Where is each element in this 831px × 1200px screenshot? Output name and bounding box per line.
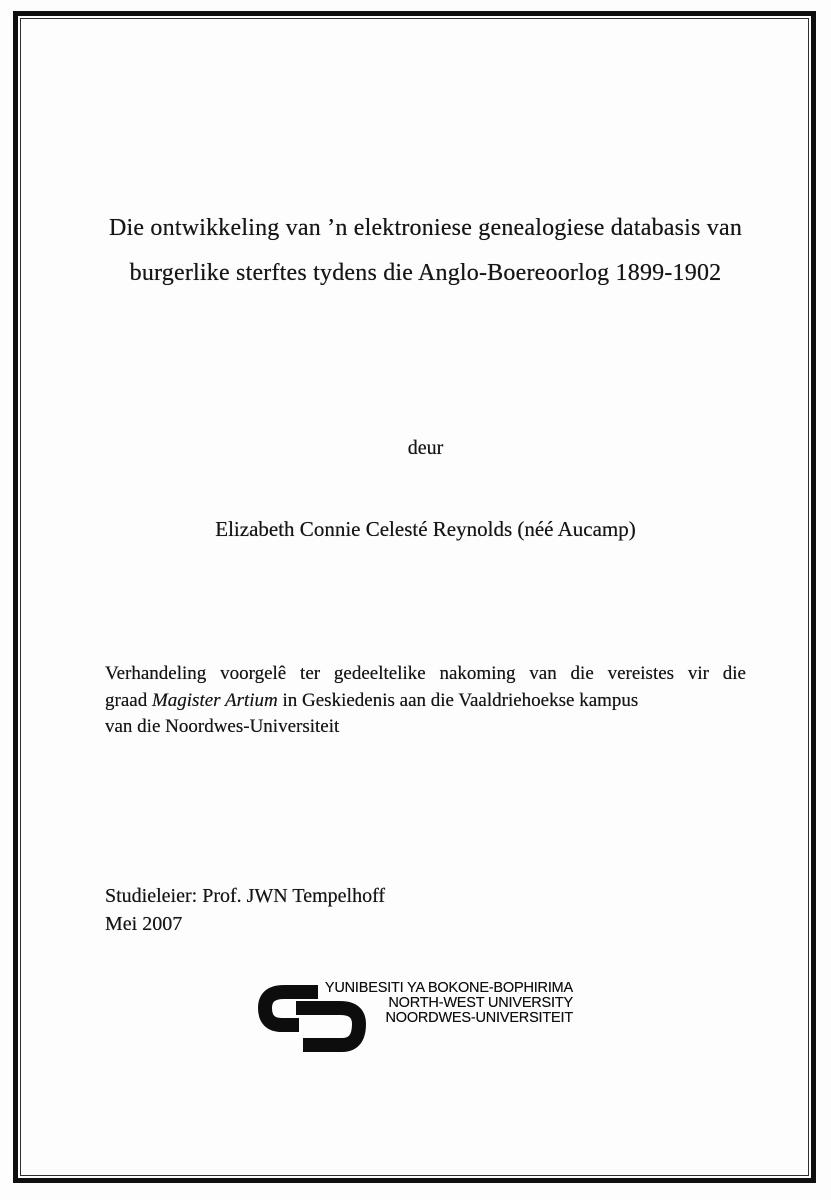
degree-name-italic: Magister Artium: [151, 689, 278, 711]
university-name-english: NORTH-WEST UNIVERSITY: [388, 994, 573, 1011]
university-name-afrikaans: NOORDWES-UNIVERSITEIT: [385, 1009, 573, 1026]
author-name: Elizabeth Connie Celesté Reynolds (néé Aucamp): [215, 517, 636, 541]
thesis-title-line-1: Die ontwikkeling van ’n elektroniese genealogiese databasis van: [108, 215, 743, 241]
imprint: [105, 883, 605, 938]
date-line: Mei 2007: [105, 912, 183, 935]
thesis-title: [105, 206, 746, 296]
degree-statement-line-2: [105, 688, 746, 715]
supervisor-line: Studieleier: Prof. JWN Tempelhoff: [105, 885, 386, 907]
byline-preposition: deur: [407, 437, 444, 459]
university-name-setswana: YUNIBESITI YA BOKONE-BOPHIRIMA: [324, 980, 573, 996]
degree-statement-line-1: Verhandeling voorgelê ter gedeeltelike nakoming van die vereistes vir die: [105, 663, 746, 684]
thesis-title-line-2: burgerlike sterftes tydens die Anglo-Boereoorlog 1899-1902: [129, 260, 722, 286]
degree-statement-line-2-suffix: in Geskiedenis aan die Vaaldriehoekse kampus: [277, 689, 639, 711]
degree-statement-line-2-prefix: graad: [105, 689, 152, 711]
degree-statement: [105, 661, 746, 741]
university-wordmark: [322, 981, 573, 1026]
degree-statement-line-3: van die Noordwes-Universiteit: [105, 716, 340, 737]
